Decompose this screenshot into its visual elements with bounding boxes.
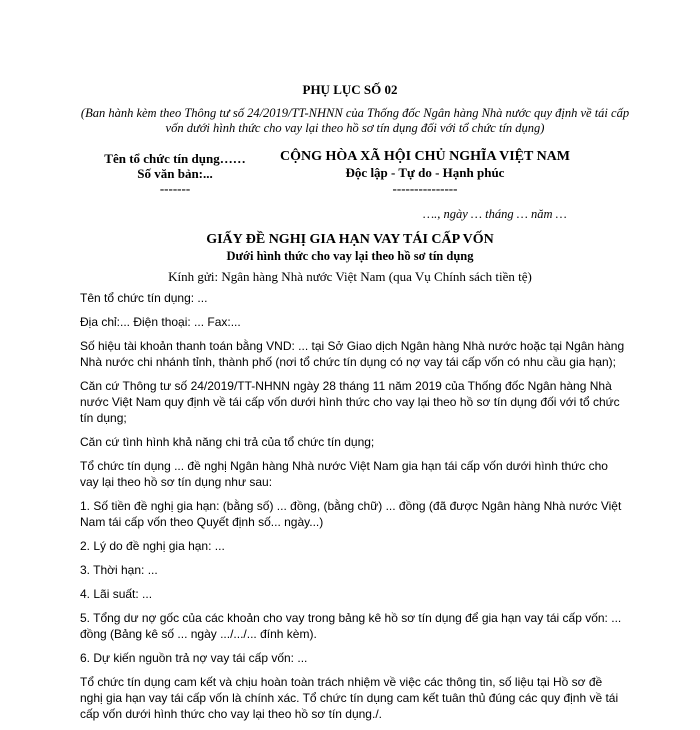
request-line: Tổ chức tín dụng ... đề nghị Ngân hàng Nhà nước Việt Nam gia hạn tái cấp vốn dưới hình thức cho vay lại theo hồ sơ tín dụng như sau: [80,459,608,489]
org-name-line: Tên tổ chức tín dụng: ... [80,291,208,305]
account-line: Số hiệu tài khoản thanh toán bằng VND: ... tại Sở Giao dịch Ngân hàng Nhà nước hoặc tại Ngân hàng Nhà nước chi nhánh tỉnh, thành phố (nơi tổ chức tín dụng có nợ vay tái cấp vốn có nhu cầu gia hạn); [80,339,625,369]
document-subtitle: Dưới hình thức cho vay lại theo hồ sơ tín dụng [226,249,474,263]
recipient-line: Kính gửi: Ngân hàng Nhà nước Việt Nam (qua Vụ Chính sách tiền tệ) [168,269,532,284]
date-line: …., ngày … tháng … năm … [423,207,567,221]
address-line: Địa chỉ:... Điện thoại: ... Fax:... [80,315,241,329]
capacity-line: Căn cứ tình hình khả năng chi trả của tổ chức tín dụng; [80,435,375,449]
commitment-line: Tổ chức tín dụng cam kết và chịu hoàn toàn trách nhiệm về việc các thông tin, số liệu tại Hồ sơ đề nghị gia hạn vay tái cấp vốn là chính xác. Tổ chức tín dụng cam kết tuân thủ đúng các quy định về tái cấp vốn dưới hình thức cho vay lại theo hồ sơ tín dụng./. [80,675,619,721]
document-title: GIẤY ĐỀ NGHỊ GIA HẠN VAY TÁI CẤP VỐN [206,232,494,247]
doc-number: Số văn bản:... [137,166,213,181]
appendix-issued-by: (Ban hành kèm theo Thông tư số 24/2019/TT-NHNN của Thống đốc Ngân hàng Nhà nước quy định về tái cấp vốn dưới hình thức cho vay lại theo hồ sơ tín dụng đối với tổ chức tín dụng) [80,106,630,135]
item-reason: 2. Lý do đề nghị gia hạn: ... [80,539,225,553]
item-repayment-source: 6. Dự kiến nguồn trả nợ vay tái cấp vốn: ... [80,651,308,665]
org-header [100,151,250,196]
nation-motto: Độc lập - Tự do - Hạnh phúc [345,165,505,180]
item-interest: 4. Lãi suất: ... [80,587,153,601]
national-header [275,149,575,197]
document-body [80,290,625,730]
nation-name: CỘNG HÒA XÃ HỘI CHỦ NGHĨA VIỆT NAM [279,149,570,164]
item-amount: 1. Số tiền đề nghị gia hạn: (bằng số) ... đồng, (bằng chữ) ... đồng (đã được Ngân hàng Nhà nước Việt Nam tái cấp vốn theo Quyết định số... ngày...) [80,499,622,529]
org-name: Tên tổ chức tín dụng…… [104,151,246,166]
basis-line: Căn cứ Thông tư số 24/2019/TT-NHNN ngày 28 tháng 11 năm 2019 của Thống đốc Ngân hàng Nhà nước Việt Nam quy định về tái cấp vốn dưới hình thức cho vay lại theo hồ sơ tín dụng đối với tổ chức tín dụng; [80,379,620,425]
item-term: 3. Thời hạn: ... [80,563,158,577]
item-outstanding: 5. Tổng dư nợ gốc của các khoản cho vay trong bảng kê hồ sơ tín dụng để gia hạn vay tái cấp vốn: ... đồng (Bảng kê số ... ngày .../.../... đính kèm). [80,611,622,641]
appendix-title: PHỤ LỤC SỐ 02 [302,82,398,97]
org-separator: ------- [159,181,191,196]
motto-separator: --------------- [392,181,458,196]
